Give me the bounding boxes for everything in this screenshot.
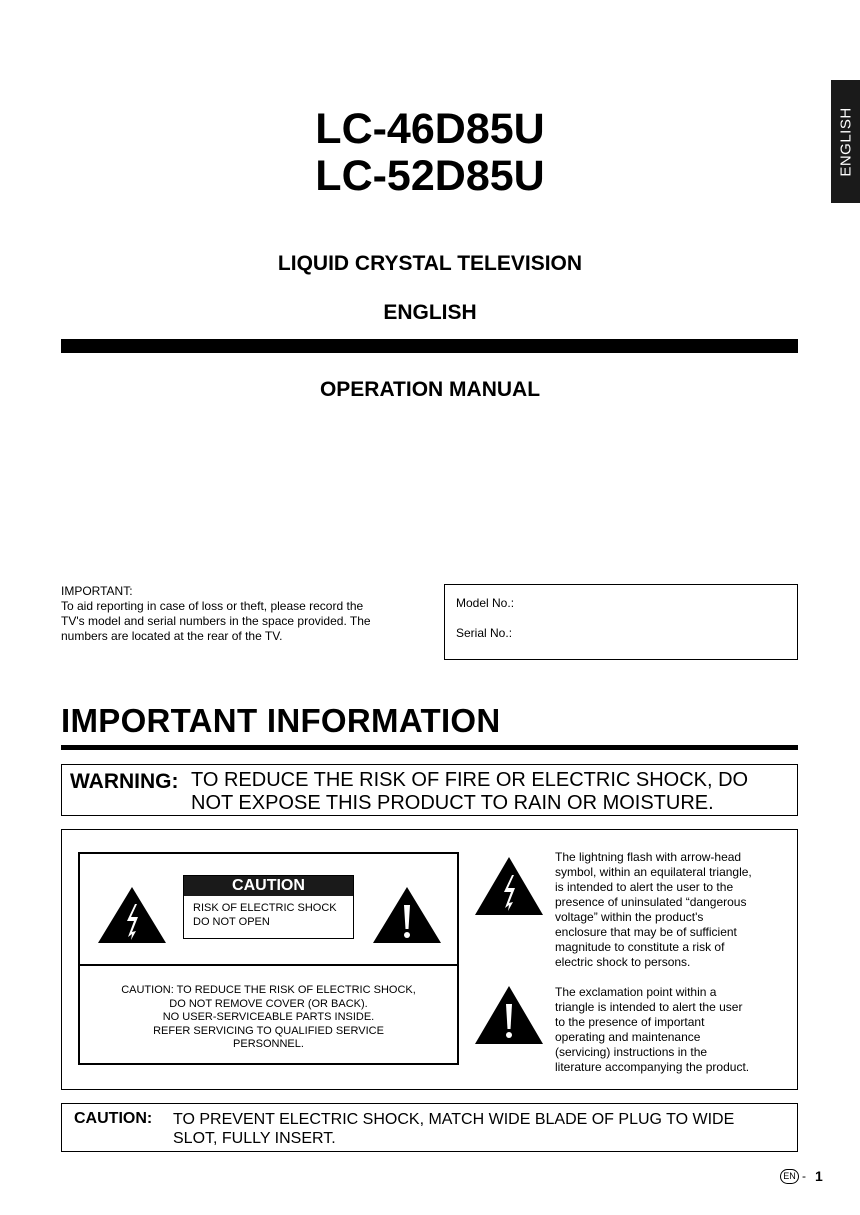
caution-panel [78, 852, 459, 1065]
warning-box [61, 764, 798, 816]
caution-label-line: DO NOT OPEN [193, 916, 270, 928]
warning-line: NOT EXPOSE THIS PRODUCT TO RAIN OR MOISTURE. [191, 792, 714, 814]
exclamation-description-line: operating and maintenance [555, 1030, 701, 1044]
exclamation-triangle-icon [371, 885, 443, 945]
important-note-heading: IMPORTANT: [61, 584, 133, 598]
exclamation-description-line: The exclamation point within a [555, 985, 717, 999]
important-note-line: TV's model and serial numbers in the space provided. The [61, 614, 371, 628]
product-type: LIQUID CRYSTAL TELEVISION [277, 252, 583, 275]
exclamation-description [555, 985, 787, 1075]
exclamation-description-line: to the presence of important [555, 1015, 705, 1029]
model-number-2: LC-52D85U [315, 152, 545, 200]
exclamation-description-line: literature accompanying the product. [555, 1060, 750, 1074]
lightning-description-line: is intended to alert the user to the [555, 880, 734, 894]
warning-label: WARNING: [70, 770, 179, 793]
caution-panel-divider [80, 964, 457, 966]
exclamation-description-line: triangle is intended to alert the user [555, 1000, 743, 1014]
plug-caution-text [173, 1110, 783, 1148]
lightning-description-line: magnitude to constitute a risk of [555, 940, 725, 954]
important-note-line: To aid reporting in case of loss or theft, please record the [61, 599, 364, 613]
section-divider [61, 745, 798, 750]
manual-title: OPERATION MANUAL [319, 378, 541, 401]
safety-symbols-box [61, 829, 798, 1090]
lightning-description [555, 850, 787, 970]
language-badge: EN [780, 1169, 799, 1184]
caution-text-line: REFER SERVICING TO QUALIFIED SERVICE [153, 1024, 384, 1037]
record-box [444, 584, 798, 660]
lightning-description-line: electric shock to persons. [555, 955, 691, 969]
important-note [61, 584, 411, 644]
model-number-1: LC-46D85U [315, 105, 545, 153]
caution-label [183, 875, 354, 939]
lightning-triangle-icon [96, 885, 168, 945]
exclamation-description-line: (servicing) instructions in the [555, 1045, 708, 1059]
plug-caution-line: SLOT, FULLY INSERT. [173, 1130, 336, 1147]
title-divider [61, 339, 798, 353]
lightning-description-line: presence of uninsulated “dangerous [555, 895, 747, 909]
lightning-description-line: enclosure that may be of sufficient [555, 925, 737, 939]
lightning-description-line: voltage” within the product's [555, 910, 704, 924]
language-tab-label: ENGLISH [837, 106, 854, 177]
page-footer [780, 1168, 823, 1184]
page-number: 1 [815, 1168, 823, 1184]
footer-separator: - [802, 1169, 806, 1183]
caution-label-header: CAUTION [184, 876, 353, 896]
lightning-description-line: The lightning flash with arrow-head [555, 850, 742, 864]
important-note-line: numbers are located at the rear of the TV. [61, 629, 283, 643]
lightning-description-line: symbol, within an equilateral triangle, [555, 865, 752, 879]
section-title: IMPORTANT INFORMATION [61, 702, 501, 739]
caution-label-line: RISK OF ELECTRIC SHOCK [193, 902, 337, 914]
lightning-triangle-icon [473, 855, 545, 917]
warning-line: TO REDUCE THE RISK OF FIRE OR ELECTRIC SHOCK, DO [191, 769, 749, 791]
model-no-label: Model No.: [456, 596, 515, 610]
caution-text-line: DO NOT REMOVE COVER (OR BACK). [169, 997, 368, 1010]
warning-text [191, 769, 791, 815]
language-heading: ENGLISH [383, 301, 477, 324]
plug-caution-line: TO PREVENT ELECTRIC SHOCK, MATCH WIDE BLADE OF PLUG TO WIDE [173, 1111, 735, 1128]
caution-text-line: NO USER-SERVICEABLE PARTS INSIDE. [162, 1011, 375, 1023]
caution-text [80, 984, 457, 1052]
caution-text-line: CAUTION: TO REDUCE THE RISK OF ELECTRIC SHOCK, [121, 984, 416, 996]
serial-no-label: Serial No.: [456, 626, 513, 640]
plug-caution-label: CAUTION: [74, 1110, 153, 1127]
caution-text-line: PERSONNEL. [233, 1038, 304, 1050]
exclamation-triangle-icon [473, 984, 545, 1046]
plug-caution-box [61, 1103, 798, 1152]
